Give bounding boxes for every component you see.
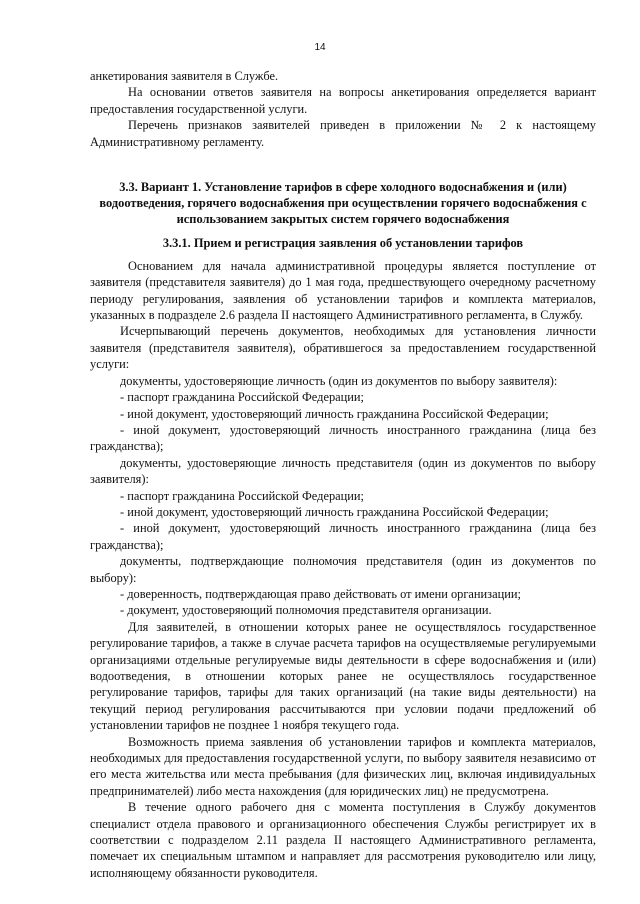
paragraph: Возможность приема заявления об установлении тарифов и комплекта материалов, необходимых для предоставления государственной услуги, по выбору заявителя независимо от его места жительства или места пребывания (для физических лиц, включая индивидуальных предпринимателей) либо места нахождения (для юридических лиц) не предусмотрена. xyxy=(90,734,596,798)
paragraph-continuation: анкетирования заявителя в Службе. xyxy=(90,69,279,83)
list-item: - паспорт гражданина Российской Федерации; xyxy=(120,390,364,405)
list-item: - документ, удостоверяющий полномочия представителя организации. xyxy=(120,603,492,618)
section-heading: 3.3. Вариант 1. Установление тарифов в сфере холодного водоснабжения и (или) водоотведения, горячего водоснабжения при осуществлении горячего водоснабжения с использованием закрытых систем горячего водоснабжения xyxy=(99,180,587,227)
list-item: - иной документ, удостоверяющий личность гражданина Российской Федерации; xyxy=(120,406,549,421)
list-item: - иной документ, удостоверяющий личность иностранного гражданина (лица без гражданства); xyxy=(90,422,596,454)
list-item: - паспорт гражданина Российской Федерации; xyxy=(120,488,364,503)
page-number: 14 xyxy=(314,42,326,53)
paragraph: Основанием для начала административной процедуры является поступление от заявителя (представителя заявителя) до 1 мая года, предшествующего очередному расчетному периоду регулирования, заявления об установлении тарифов и комплекта материалов, указанных в подразделе 2.6 раздела II настоящего Административного регламента, в Службу. xyxy=(90,258,596,323)
list-item: документы, удостоверяющие личность (один из документов по выбору заявителя): xyxy=(120,373,558,388)
list-item: документы, удостоверяющие личность представителя (один из документов по выбору заявителя): xyxy=(90,455,596,487)
paragraph: Исчерпывающий перечень документов, необходимых для установления личности заявителя (представителя заявителя), обратившегося за предоставлением государственной услуги: xyxy=(90,324,596,372)
list-item: - иной документ, удостоверяющий личность иностранного гражданина (лица без гражданства); xyxy=(90,521,596,552)
list-item: - иной документ, удостоверяющий личность гражданина Российской Федерации; xyxy=(120,504,549,519)
paragraph: Для заявителей, в отношении которых ранее не осуществлялось государственное регулирование тарифов, а также в случае расчета тарифов на осуществляемые регулируемыми организациями отдельные регулируемые виды деятельности в сфере водоснабжения и (или) водоотведения, в отношении которых ранее не осуществлялось государственное регулирование тарифов, тарифы для таких организаций (на такие виды деятельности) на текущий период регулирования рассчитываются при условии подачи предложений об установлении тарифов не позднее 1 ноября текущего года. xyxy=(90,619,596,733)
paragraph: На основании ответов заявителя на вопросы анкетирования определяется вариант предоставления государственной услуги. xyxy=(90,85,596,116)
paragraph: В течение одного рабочего дня с момента поступления в Службу документов специалист отдела правового и организационного обеспечения Службы регистрирует их в соответствии с подразделом 2.11 раздела II настоящего Административного регламента, помечает их специальным штампом и направляет для рассмотрения руководителю или лицу, исполняющему обязанности руководителя. xyxy=(90,800,596,880)
subsection-heading: 3.3.1. Прием и регистрация заявления об установлении тарифов xyxy=(162,235,524,250)
list-item: - доверенность, подтверждающая право действовать от имени организации; xyxy=(120,586,521,601)
paragraph: Перечень признаков заявителей приведен в приложении № 2 к настоящему Административному регламенту. xyxy=(90,118,596,149)
page-content xyxy=(90,68,596,881)
list-item: документы, подтверждающие полномочия представителя (один из документов по выбору): xyxy=(90,554,596,585)
